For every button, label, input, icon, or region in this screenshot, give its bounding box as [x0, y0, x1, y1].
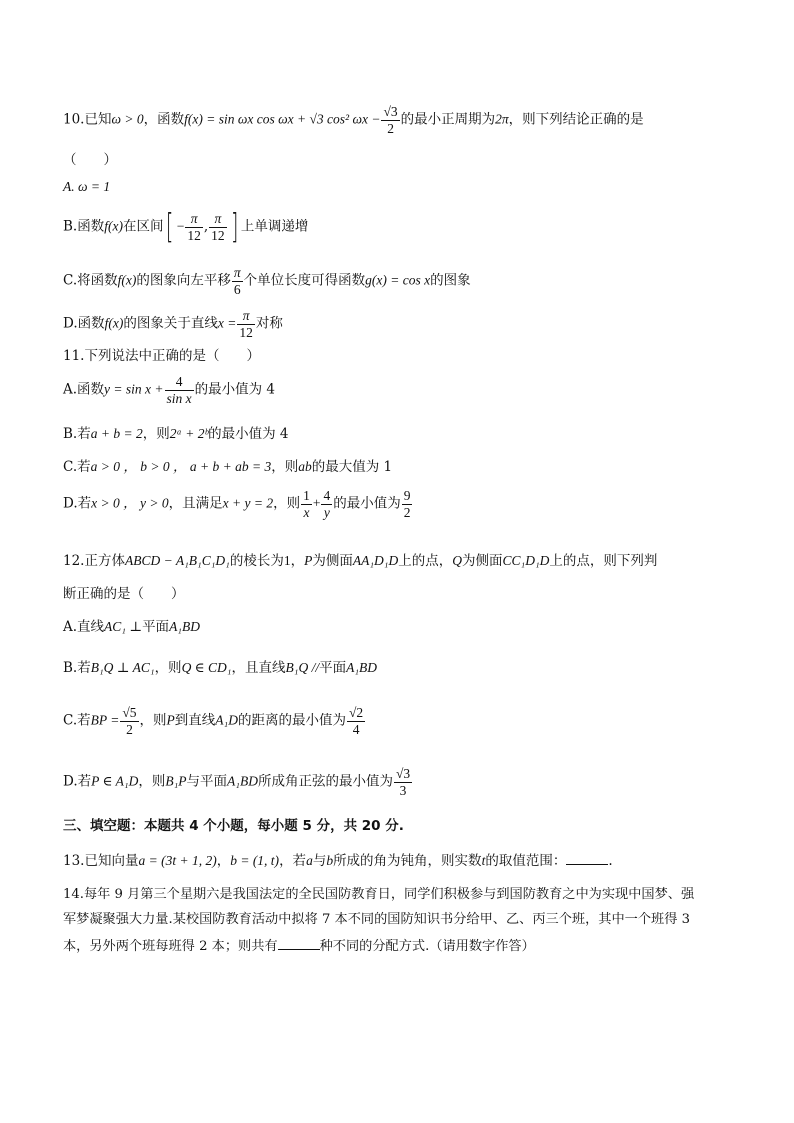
q14-line2: 军梦凝聚强大力量.某校国防教育活动中拟将 7 本不同的国防知识书分给甲、乙、丙三个班，其中一个班得 3: [63, 912, 690, 927]
q12-stem-line2: 断正确的是（ ）: [63, 586, 185, 602]
q10-stem: [63, 104, 644, 136]
q12-option-d: D.若P ∈ A₁D，则B₁P与平面A₁BD所成角正弦的最小值为 $\frac{√3}{3}$: [63, 766, 411, 798]
section-heading: 三、填空题：本题共 4 个小题，每小题 5 分，共 20 分.: [63, 818, 404, 834]
q10-stem-a: 10.已知: [63, 111, 112, 128]
q14-line1: 14.每年 9 月第三个星期六是我国法定的全民国防教育日，同学们积极参与到国防教育之中为实现中国梦、强: [63, 887, 695, 902]
q14-line3: 本，另外两个班每班得 2 本；则共有 种不同的分配方式.（请用数字作答）: [63, 939, 535, 954]
q12-option-b: B.若B₁Q ⊥ AC₁，则Q ∈ CD₁，且直线B₁Q //平面A₁BD: [63, 660, 378, 676]
q10-paren: （ ）: [63, 152, 117, 168]
q11-stem: 11.下列说法中正确的是（ ）: [63, 348, 260, 364]
q12-stem: 12.正方体ABCD − A₁B₁C₁D₁的棱长为1，P为侧面AA₁D₁D上的点，Q为侧面CC₁D₁D上的点，则下列判: [63, 553, 658, 569]
q11-option-c: C.若a > 0 ， b > 0 ， a + b + ab = 3，则ab的最大值为 1: [63, 459, 393, 475]
q13-answer-blank: [566, 853, 608, 865]
q13: 13.已知向量a = (3t + 1, 2)，b = (1, t)，若a与b所成的角为钝角，则实数t的取值范围： .: [63, 853, 613, 869]
q10-cond: ω > 0: [111, 111, 144, 127]
q10-func: f(x) = sin ωx cos ωx + √3 cos² ωx −: [184, 111, 381, 127]
q10-period: 2π: [495, 111, 509, 127]
q11-option-b: B.若a + b = 2，则2ᵃ + 2ᵇ的最小值为 4: [63, 426, 289, 442]
q10-option-a: A. ω = 1: [63, 179, 111, 194]
q12-option-a: A.直线AC₁ ⊥平面A₁BD: [63, 619, 200, 635]
q14-answer-blank: [278, 938, 320, 950]
q10-stem-b: ，函数: [143, 111, 185, 128]
q12-option-c: C.若BP = $\frac{√5}{2}$ ，则P到直线A₁D的距离的最小值为 $\frac{√2}{4}$: [63, 705, 364, 737]
q10-option-c: C.将函数f(x)的图象向左平移 $\frac{\pi}{6}$ 个单位长度可得函数g(x) = cos x的图象: [63, 265, 471, 297]
q11-option-d: D.若x > 0 ， y > 0，且满足x + y = 2，则 $\frac{1}{x}$ + $\frac{4}{y}$ 的最小值为 $\frac{9}{2}$: [63, 488, 411, 520]
q10-frac: $\frac{√3}{2}$: [383, 104, 398, 136]
q10-stem-d: ，则下列结论正确的是: [508, 111, 644, 128]
q10-stem-c: 的最小正周期为: [400, 111, 496, 128]
q10-option-b: B.函数f(x)在区间[ − $\frac{\pi}{12}$ , $\frac{\pi}{12}$ ] 上单调递增: [63, 207, 309, 247]
q10-option-d: D.函数f(x)的图象关于直线x = $\frac{\pi}{12}$ 对称: [63, 308, 283, 340]
q11-option-a: A.函数y = sin x + $\frac{4}{\text{sin x}}$ 的最小值为 4: [63, 374, 276, 406]
